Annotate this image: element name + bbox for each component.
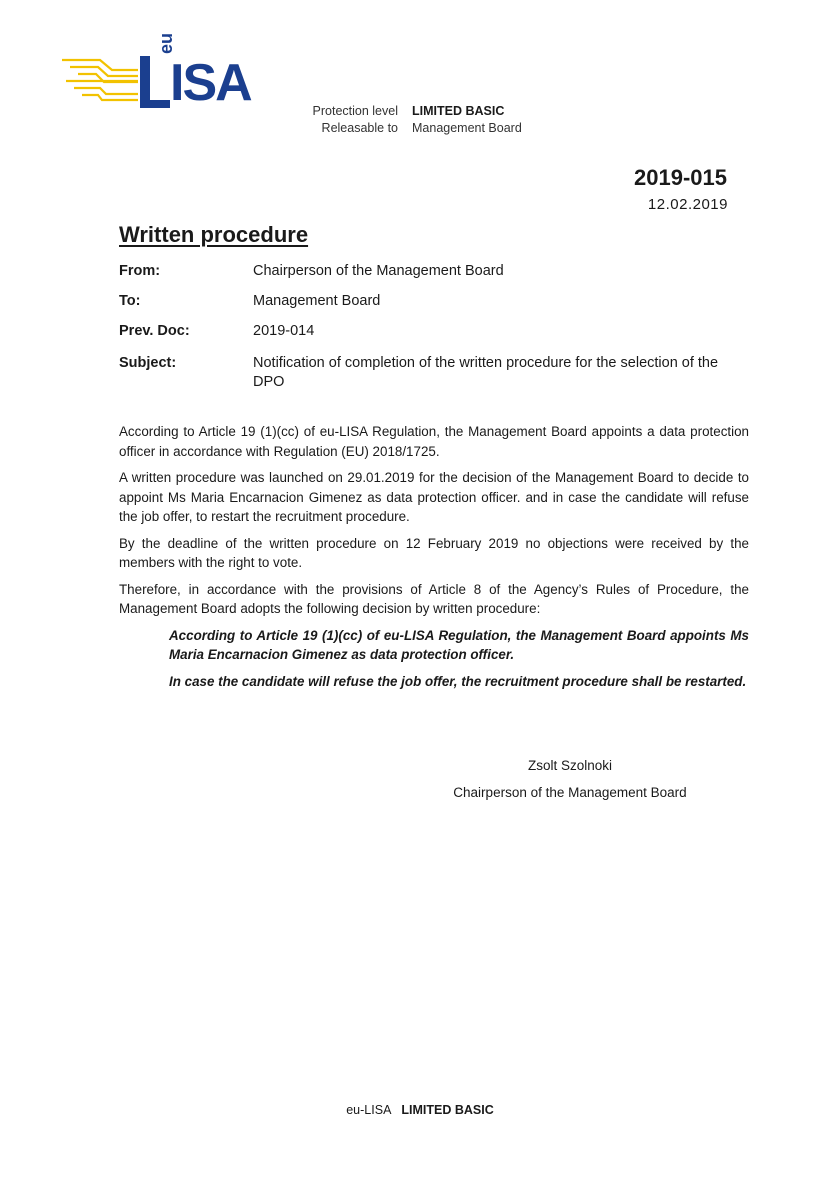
meta-subject-label: Subject: xyxy=(119,355,177,371)
logo-l-shape xyxy=(140,56,170,108)
decision-paragraph: According to Article 19 (1)(cc) of eu-LISA Regulation, the Management Board appoints Ms Maria Encarnacion Gimenez as data protection officer. xyxy=(169,627,749,662)
releasable-to-row xyxy=(290,120,522,137)
document-body xyxy=(119,422,749,698)
meta-prev-doc-row xyxy=(119,322,751,341)
classification-block xyxy=(290,103,522,137)
protection-level-value: LIMITED BASIC xyxy=(412,104,505,118)
document-meta xyxy=(119,262,751,392)
body-paragraph: A written procedure was launched on 29.01.2019 for the decision of the Management Board to decide to appoint Ms Maria Encarnacion Gimenez as data protection officer. and in case the candidate will refuse the job offer, to restart the recruitment procedure. xyxy=(119,470,749,524)
protection-level-row xyxy=(290,103,522,120)
releasable-to-label: Releasable to xyxy=(321,121,398,135)
meta-to-value: Management Board xyxy=(253,293,381,309)
circuit-lines-graphic xyxy=(62,60,138,100)
decision-paragraph: In case the candidate will refuse the job offer, the recruitment procedure shall be restarted. xyxy=(169,673,747,689)
signatory-role: Chairperson of the Management Board xyxy=(453,785,687,800)
document-number: 2019-015 xyxy=(634,165,727,190)
logo-eu-text: eu xyxy=(156,32,176,54)
body-paragraph: By the deadline of the written procedure on 12 February 2019 no objections were received by the members with the right to vote. xyxy=(119,535,749,570)
protection-level-label: Protection level xyxy=(312,104,398,118)
eu-lisa-logo xyxy=(60,32,285,112)
releasable-to-value: Management Board xyxy=(412,121,522,135)
meta-subject-value: Notification of completion of the written procedure for the selection of the DPO xyxy=(253,355,719,390)
document-date: 12.02.2019 xyxy=(647,196,728,213)
decision-block xyxy=(169,626,749,692)
signatory-name: Zsolt Szolnoki xyxy=(527,758,613,773)
meta-subject-row xyxy=(119,354,751,392)
body-paragraph: According to Article 19 (1)(cc) of eu-LISA Regulation, the Management Board appoints a data protection officer in accordance with Regulation (EU) 2018/1725. xyxy=(119,424,749,459)
meta-prev-doc-value: 2019-014 xyxy=(253,323,315,339)
body-paragraph: Therefore, in accordance with the provisions of Article 8 of the Agency’s Rules of Procedure, the Management Board adopts the following decision by written procedure: xyxy=(119,581,749,616)
page-footer xyxy=(0,1103,840,1117)
meta-from-row xyxy=(119,262,751,281)
footer-level: LIMITED BASIC xyxy=(401,1103,494,1117)
logo-lisa-text: ISA xyxy=(170,54,251,112)
footer-org: eu-LISA xyxy=(346,1103,392,1117)
meta-prev-doc-label: Prev. Doc: xyxy=(119,323,190,339)
meta-to-label: To: xyxy=(119,293,141,309)
meta-from-value: Chairperson of the Management Board xyxy=(253,263,504,279)
meta-to-row xyxy=(119,292,751,311)
meta-from-label: From: xyxy=(119,263,161,279)
document-title: Written procedure xyxy=(119,222,309,247)
